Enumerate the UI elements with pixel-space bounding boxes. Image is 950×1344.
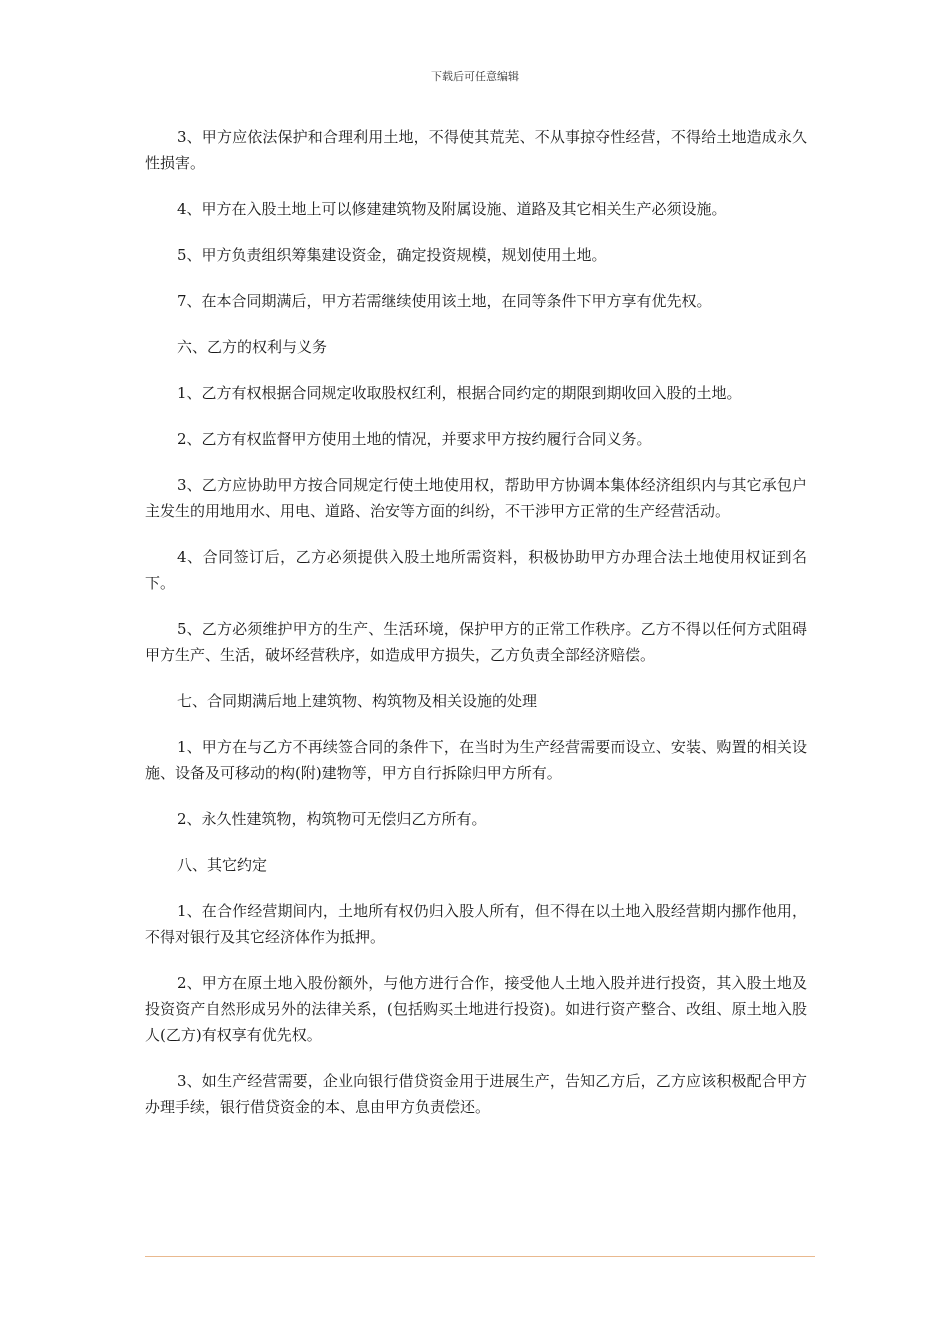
document-body: [145, 124, 807, 1140]
page-header-note: 下载后可任意编辑: [431, 70, 519, 83]
section-heading-6: 六、乙方的权利与义务: [177, 338, 328, 356]
clause-c2: 2、永久性建筑物，构筑物可无偿归乙方所有。: [177, 810, 487, 828]
section-heading-7: 七、合同期满后地上建筑物、构筑物及相关设施的处理: [177, 692, 538, 710]
clause-c1: 1、甲方在与乙方不再续签合同的条件下，在当时为生产经营需要而设立、安装、购置的相关设施、设备及可移动的构(附)建物等，甲方自行拆除归甲方所有。: [145, 738, 807, 782]
clause-a4: 4、甲方在入股土地上可以修建建筑物及附属设施、道路及其它相关生产必须设施。: [177, 200, 727, 218]
clause-b5: 5、乙方必须维护甲方的生产、生活环境，保护甲方的正常工作秩序。乙方不得以任何方式阻碍甲方生产、生活，破坏经营秩序，如造成甲方损失，乙方负责全部经济赔偿。: [145, 620, 807, 664]
clause-a3: 3、甲方应依法保护和合理利用土地，不得使其荒芜、不从事掠夺性经营，不得给土地造成永久性损害。: [145, 128, 807, 172]
clause-a7: 7、在本合同期满后，甲方若需继续使用该土地，在同等条件下甲方享有优先权。: [177, 292, 712, 310]
clause-b4: 4、合同签订后，乙方必须提供入股土地所需资料，积极协助甲方办理合法土地使用权证到名下。: [145, 548, 807, 592]
clause-b3: 3、乙方应协助甲方按合同规定行使土地使用权，帮助甲方协调本集体经济组织内与其它承包户主发生的用地用水、用电、道路、治安等方面的纠纷，不干涉甲方正常的生产经营活动。: [145, 476, 807, 520]
clause-a5: 5、甲方负责组织筹集建设资金，确定投资规模，规划使用土地。: [177, 246, 607, 264]
clause-d3: 3、如生产经营需要，企业向银行借贷资金用于进展生产，告知乙方后，乙方应该积极配合甲方办理手续，银行借贷资金的本、息由甲方负责偿还。: [145, 1072, 807, 1116]
clause-d2: 2、甲方在原土地入股份额外，与他方进行合作，接受他人土地入股并进行投资，其入股土地及投资资产自然形成另外的法律关系，(包括购买土地进行投资)。如进行资产整合、改组、原土地入股人(乙方)有权享有优先权。: [145, 974, 807, 1044]
clause-b2: 2、乙方有权监督甲方使用土地的情况，并要求甲方按约履行合同义务。: [177, 430, 652, 448]
clause-d1: 1、在合作经营期间内，土地所有权仍归入股人所有，但不得在以土地入股经营期内挪作他用，不得对银行及其它经济体作为抵押。: [145, 902, 807, 946]
clause-b1: 1、乙方有权根据合同规定收取股权红利，根据合同约定的期限到期收回入股的土地。: [177, 384, 742, 402]
section-heading-8: 八、其它约定: [177, 856, 268, 874]
footer-divider: [145, 1256, 815, 1257]
